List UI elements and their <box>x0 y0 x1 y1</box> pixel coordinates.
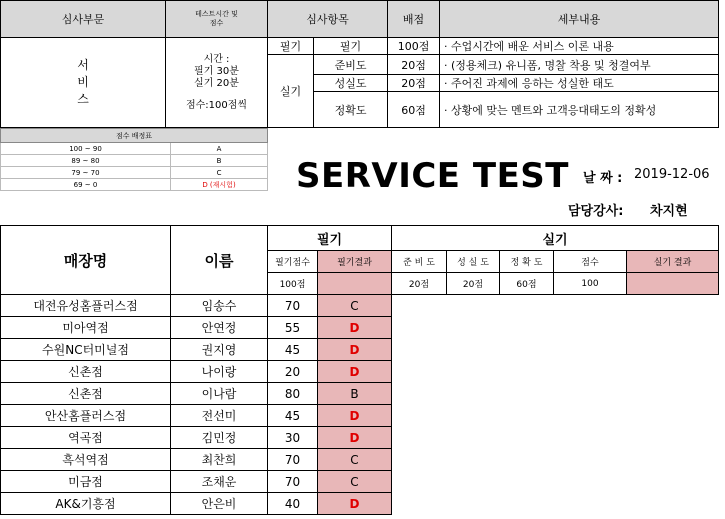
written-category: 필기 <box>268 38 314 55</box>
instructor-label: 담당강사: <box>568 204 624 219</box>
criteria-points: 100점 <box>388 38 440 55</box>
store-cell: 수원NC터미널점 <box>1 339 171 361</box>
practical-result-max-blank <box>627 273 719 295</box>
header-detail: 세부내용 <box>440 1 719 38</box>
store-cell: 미금점 <box>1 471 171 493</box>
scale-range: 100 ~ 90 <box>1 143 171 155</box>
score-info: 점수:100점씩 <box>185 99 248 111</box>
criteria-item: 필기 <box>314 38 388 55</box>
scale-range: 89 ~ 80 <box>1 155 171 167</box>
sincerity-header: 성 실 도 <box>447 251 500 273</box>
header-item: 심사항목 <box>268 1 388 38</box>
time-label: 시간 : <box>203 53 230 65</box>
store-cell: 신촌점 <box>1 361 171 383</box>
written-max: 100점 <box>268 273 318 295</box>
sincerity-max: 20점 <box>447 273 500 295</box>
scale-range: 79 ~ 70 <box>1 167 171 179</box>
date-value: 2019-12-06 <box>634 167 710 182</box>
written-grade-cell: C <box>318 295 392 317</box>
name-cell: 이나람 <box>171 383 268 405</box>
written-grade-cell: C <box>318 471 392 493</box>
written-grade-cell: D <box>318 317 392 339</box>
scale-grade: B <box>171 155 268 167</box>
written-grade-cell: D <box>318 405 392 427</box>
criteria-detail: · 수업시간에 배운 서비스 이론 내용 <box>440 38 719 55</box>
name-cell: 나이랑 <box>171 361 268 383</box>
written-score-cell: 70 <box>268 471 318 493</box>
criteria-item: 정확도 <box>314 92 388 128</box>
criteria-item: 준비도 <box>314 55 388 75</box>
page-title: SERVICE TEST <box>296 156 569 196</box>
written-score-cell: 40 <box>268 493 318 515</box>
store-cell: 안산홈플러스점 <box>1 405 171 427</box>
scale-grade: A <box>171 143 268 155</box>
written-score-cell: 80 <box>268 383 318 405</box>
name-cell: 최찬희 <box>171 449 268 471</box>
written-grade-cell: D <box>318 339 392 361</box>
scale-grade: C <box>171 167 268 179</box>
scale-range: 69 ~ 0 <box>1 179 171 191</box>
time-written: 필기 30분 <box>194 65 239 77</box>
criteria-points: 20점 <box>388 75 440 92</box>
date-label: 날 짜 : <box>583 171 623 186</box>
written-score-header: 필기점수 <box>268 251 318 273</box>
time-cell <box>166 38 268 128</box>
score-scale-table <box>0 128 268 191</box>
col-store-header: 매장명 <box>1 226 171 295</box>
practical-group-header: 실기 <box>392 226 719 251</box>
written-result-max-blank <box>318 273 392 295</box>
written-grade-cell: D <box>318 493 392 515</box>
score-scale-header: 점수 배정표 <box>1 129 268 143</box>
name-cell: 조채운 <box>171 471 268 493</box>
written-grade-cell: B <box>318 383 392 405</box>
written-score-cell: 45 <box>268 405 318 427</box>
store-cell: AK&기흥점 <box>1 493 171 515</box>
name-cell: 권지영 <box>171 339 268 361</box>
name-cell: 안은비 <box>171 493 268 515</box>
practical-category: 실기 <box>268 55 314 128</box>
written-result-header: 필기결과 <box>318 251 392 273</box>
prep-header: 준 비 도 <box>392 251 447 273</box>
dept-text: 서 비 스 <box>77 58 89 106</box>
criteria-detail: · (정용체크) 유니폼, 명찰 착용 및 청결여부 <box>440 55 719 75</box>
dept-cell <box>1 38 166 128</box>
accuracy-header: 정 확 도 <box>500 251 554 273</box>
header-time-score <box>166 1 268 38</box>
table-row <box>1 295 719 317</box>
header-time-score-text: 테스트시간 및 점수 <box>195 10 238 27</box>
practical-blank-area <box>392 295 719 515</box>
criteria-detail: · 주어진 과제에 응하는 성실한 태도 <box>440 75 719 92</box>
criteria-points: 60점 <box>388 92 440 128</box>
store-cell: 신촌점 <box>1 383 171 405</box>
written-score-cell: 20 <box>268 361 318 383</box>
scale-grade-fail: D (재시험) <box>171 179 268 191</box>
written-grade-cell: D <box>318 361 392 383</box>
name-cell: 임송수 <box>171 295 268 317</box>
instructor-value: 차지현 <box>650 204 688 219</box>
criteria-table <box>0 0 719 128</box>
written-score-cell: 70 <box>268 449 318 471</box>
header-points: 배점 <box>388 1 440 38</box>
results-body <box>1 295 719 515</box>
written-grade-cell: D <box>318 427 392 449</box>
results-table <box>0 225 719 515</box>
name-cell: 전선미 <box>171 405 268 427</box>
store-cell: 흑석역점 <box>1 449 171 471</box>
written-grade-cell: C <box>318 449 392 471</box>
written-group-header: 필기 <box>268 226 392 251</box>
time-practical: 실기 20분 <box>194 77 239 89</box>
col-name-header: 이름 <box>171 226 268 295</box>
accuracy-max: 60점 <box>500 273 554 295</box>
name-cell: 안연정 <box>171 317 268 339</box>
name-cell: 김민정 <box>171 427 268 449</box>
score-max: 100 <box>554 273 627 295</box>
prep-max: 20점 <box>392 273 447 295</box>
written-score-cell: 30 <box>268 427 318 449</box>
store-cell: 역곡점 <box>1 427 171 449</box>
written-score-cell: 70 <box>268 295 318 317</box>
header-dept: 심사부문 <box>1 1 166 38</box>
written-score-cell: 55 <box>268 317 318 339</box>
criteria-item: 성실도 <box>314 75 388 92</box>
criteria-points: 20점 <box>388 55 440 75</box>
practical-result-header: 실기 결과 <box>627 251 719 273</box>
criteria-detail: · 상황에 맞는 멘트와 고객응대태도의 정확성 <box>440 92 719 128</box>
practical-score-header: 점수 <box>554 251 627 273</box>
store-cell: 대전유성홈플러스점 <box>1 295 171 317</box>
store-cell: 미아역점 <box>1 317 171 339</box>
written-score-cell: 45 <box>268 339 318 361</box>
